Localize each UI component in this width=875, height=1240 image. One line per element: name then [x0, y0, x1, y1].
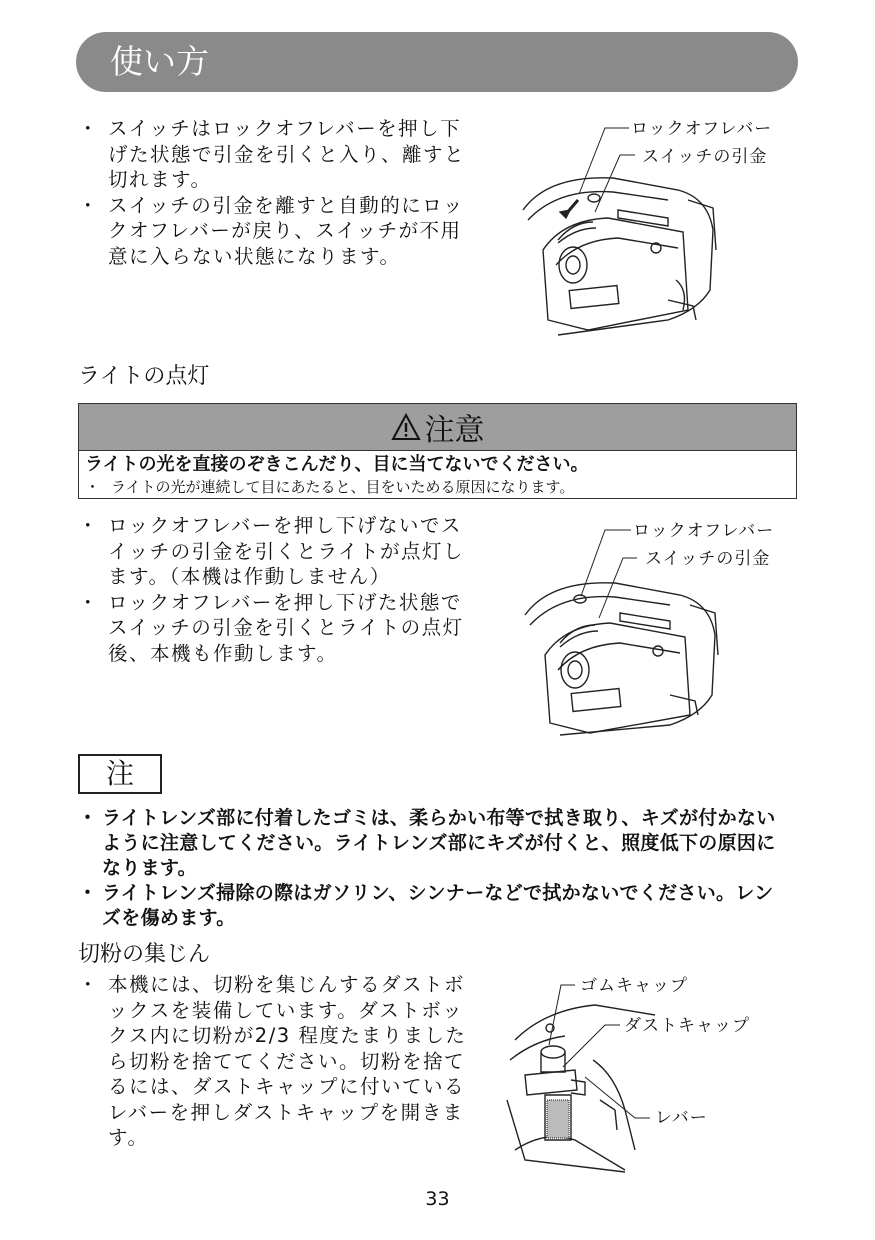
page-title: 使い方	[110, 42, 209, 81]
lockoff-lever-label: ロックオフレバー	[633, 521, 775, 541]
list-item: ・ ロックオフレバーを押し下げた状態でスイッチの引金を引くとライトの点灯後、本機も作動します。	[78, 590, 468, 667]
list-item: ・ スイッチはロックオフレバーを押し下げた状態で引金を引くと入り、離すと切れます。	[78, 116, 468, 193]
section-title-light: ライトの点灯	[78, 364, 210, 389]
warning-triangle-icon	[391, 413, 421, 441]
trigger-label: スイッチの引金	[645, 549, 771, 569]
list-item: ・ ライトレンズ部に付着したゴミは、柔らかい布等で拭き取り、キズが付かないように注意してください。ライトレンズ部にキズが付くと、照度低下の原因になります。	[78, 806, 790, 881]
callout-leader-lines	[577, 530, 657, 610]
page-number: 33	[425, 1188, 450, 1210]
section-title-dust: 切粉の集じん	[78, 942, 211, 967]
note-list	[78, 806, 790, 931]
lockoff-lever-label: ロックオフレバー	[631, 119, 773, 139]
switch-instructions	[78, 116, 468, 269]
list-item: ・ ライトレンズ掃除の際はガソリン、シンナーなどで拭かないでください。レンズを傷めます。	[78, 881, 790, 931]
dust-cap-label: ダストキャップ	[624, 1016, 750, 1036]
list-item: ・ スイッチの引金を離すと自動的にロックオフレバーが戻り、スイッチが不用意に入らない状態になります。	[78, 193, 468, 270]
caution-sub-text: ・ ライトの光が連続して目にあたると、目をいためる原因になります。	[85, 478, 575, 496]
note-heading-box: 注	[78, 754, 162, 794]
lever-label: レバー	[655, 1108, 708, 1128]
caution-main-text: ライトの光を直接のぞきこんだり、目に当てないでください。	[85, 454, 589, 475]
trigger-label: スイッチの引金	[642, 147, 768, 167]
dust-instructions	[78, 972, 468, 1151]
caution-heading: 注意	[424, 413, 485, 448]
rubber-cap-label: ゴムキャップ	[580, 976, 688, 996]
callout-leader-lines	[545, 985, 665, 1125]
list-item: ・ ロックオフレバーを押し下げないでスイッチの引金を引くとライトが点灯します。（本機は作動しません）	[78, 513, 468, 590]
light-instructions	[78, 513, 468, 666]
caution-header	[79, 404, 796, 451]
caution-box	[78, 403, 797, 499]
callout-leader-lines	[575, 128, 655, 208]
list-item: ・ 本機には、切粉を集じんするダストボックスを装備しています。ダストボックス内に切粉が2/3 程度たまりましたら切粉を捨ててください。切粉を捨てるには、ダストキャップに付いているレバーを押しダストキャップを開きます。	[78, 972, 468, 1151]
